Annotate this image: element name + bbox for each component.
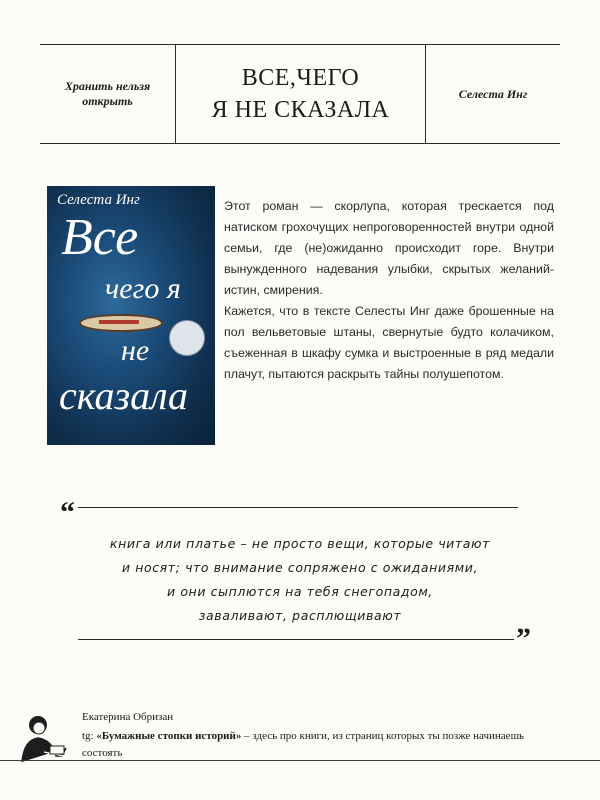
cover-title-word: чего я [105, 272, 181, 305]
review-paragraph: Этот роман — скорлупа, которая трескается под натиском грохочущих непроговоренностей внутри одной семьи, где (не)ожиданно происходит горе. Внутри вынужденного надевания улыбки, скрытых желаний-истин, смирения. [224, 199, 554, 297]
header-rubric [40, 45, 175, 143]
cover-badge [169, 320, 205, 356]
quote-line: книга или платье – не просто вещи, которые читают [109, 536, 491, 551]
rubric-line-2: открыть [82, 94, 133, 108]
close-quote-icon: ” [516, 622, 531, 655]
quote-line: и они сыплются на тебя снегопадом, [167, 584, 433, 599]
pull-quote [60, 532, 540, 628]
open-quote-icon: “ [60, 496, 75, 529]
channel-description: – здесь про книги, из страниц которых ты позже начинаешь состоять [82, 730, 525, 759]
cover-author: Селеста Инг [57, 192, 140, 208]
author-avatar [14, 712, 74, 764]
cover-title-word: сказала [59, 373, 189, 418]
quote-line: заваливают, расплющивают [198, 608, 402, 623]
footer-description [82, 728, 562, 762]
channel-name: «Бумажные стопки историй» [96, 730, 242, 742]
rubric-line-1: Хранить нельзя [64, 79, 151, 93]
book-title-line-1: ВСЕ,ЧЕГО [241, 65, 360, 91]
book-title-line-2: Я НЕ СКАЗАЛА [211, 97, 390, 123]
quote-rule-bottom [78, 639, 514, 640]
footer-rule [0, 760, 600, 761]
quote-line: и носят; что внимание сопряжено с ожиданиями, [121, 560, 479, 575]
book-title [176, 45, 425, 143]
quote-rule-top [78, 507, 518, 508]
review-paragraph: Кажется, что в тексте Селесты Инг даже брошенные на пол вельветовые штаны, свернутые будто колачиком, съеженная в шкафу сумка и выстроенные в ряд медали плачут, пытаются раскрыть тайны полушепотом. [224, 304, 554, 381]
review-text [224, 196, 554, 385]
tg-prefix: tg: [82, 730, 97, 742]
cover-title-word: Все [61, 209, 139, 266]
boat-illustration [79, 314, 163, 332]
footer-author-name: Екатерина Обризан [82, 711, 174, 723]
book-author: Селеста Инг [458, 86, 528, 101]
header-table [40, 44, 560, 144]
cover-title-word: не [121, 334, 150, 367]
book-cover-image [47, 186, 215, 445]
